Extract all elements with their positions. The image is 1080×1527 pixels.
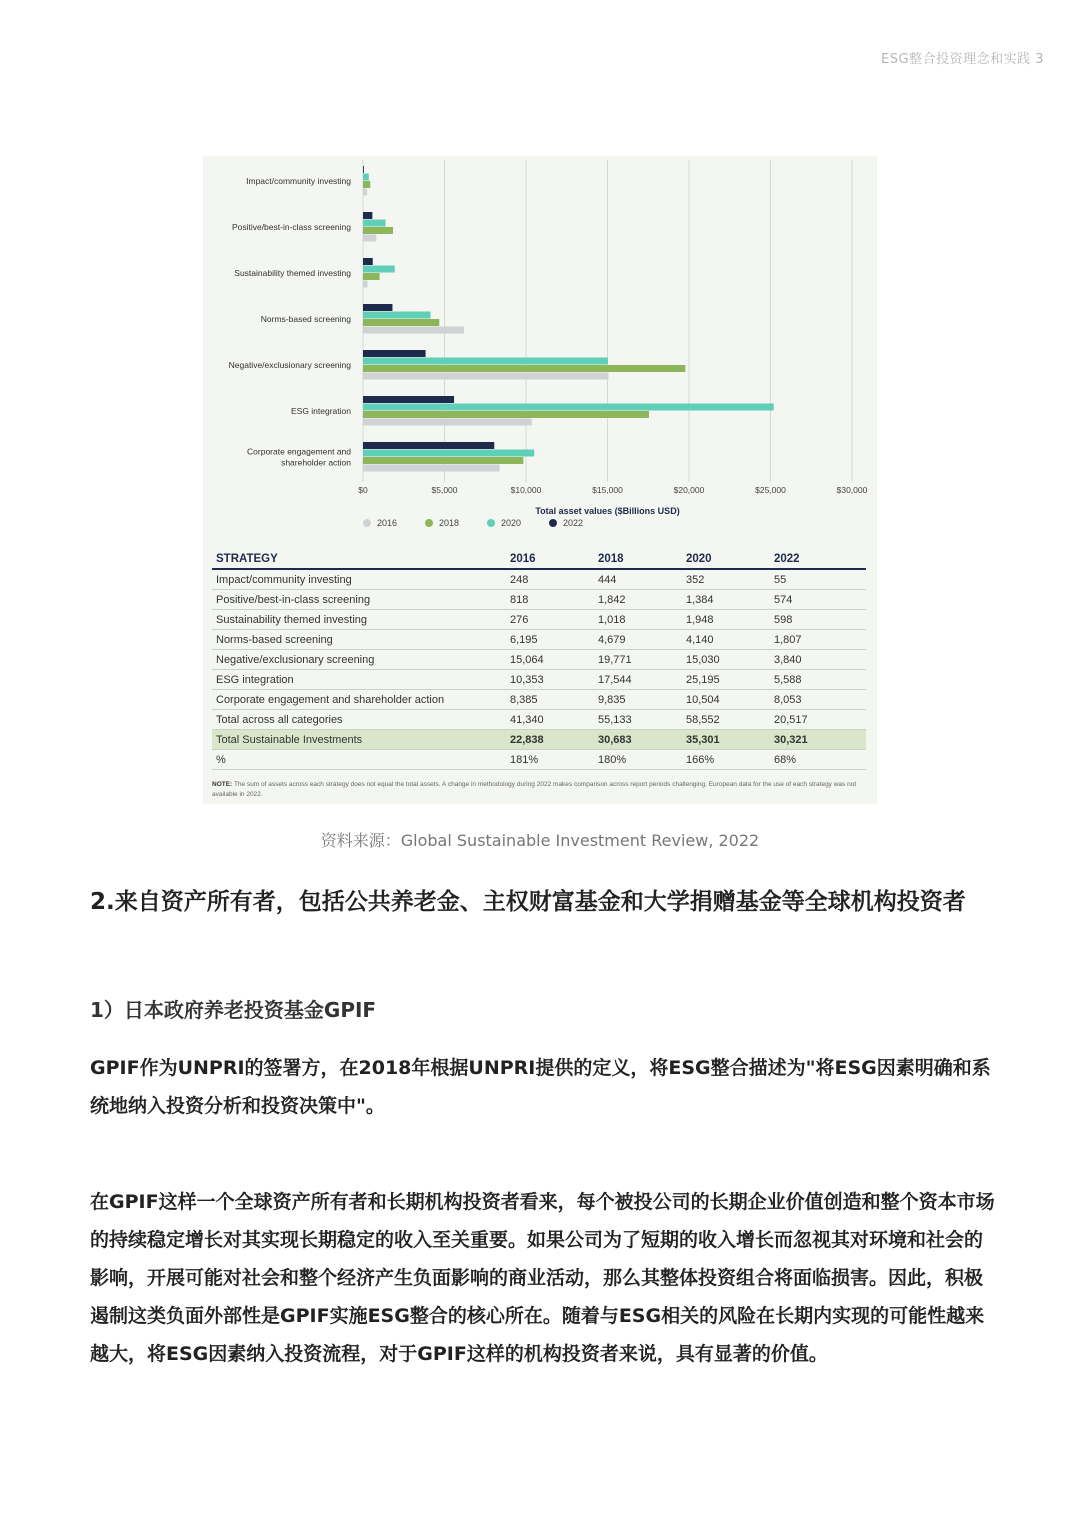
table-cell-value: 8,385 — [506, 690, 594, 710]
table-cell-value: 22,838 — [506, 730, 594, 750]
x-tick-label: $10,000 — [510, 485, 542, 495]
legend-label: 2016 — [377, 518, 398, 528]
paragraph-1: GPIF作为UNPRI的签署方，在2018年根据UNPRI提供的定义，将ESG整合描述为"将ESG因素明确和系统地纳入投资分析和投资决策中"。 — [90, 1057, 991, 1117]
table-row — [212, 650, 866, 670]
table-cell-value: 3,840 — [770, 650, 866, 670]
table-cell-value: 1,018 — [594, 610, 682, 630]
bar-2018 — [363, 319, 439, 326]
figure-source: 资料来源：Global Sustainable Investment Review, 2022 — [320, 831, 760, 850]
table-cell-value: 1,807 — [770, 630, 866, 650]
bar-2022 — [363, 442, 494, 449]
table-cell-value: 248 — [506, 569, 594, 590]
category-label: ESG integration — [290, 406, 351, 416]
bar-chart — [203, 156, 877, 516]
table-cell-value: 180% — [594, 750, 682, 770]
section-heading: 2.来自资产所有者，包括公共养老金、主权财富基金和大学捐赠基金等全球机构投资者 — [90, 889, 966, 915]
table-cell-value: 17,544 — [594, 670, 682, 690]
category-label: shareholder action — [281, 457, 351, 468]
bar-2016 — [363, 235, 376, 242]
table-cell-value: 10,353 — [506, 670, 594, 690]
bar-2020 — [363, 312, 430, 319]
table-cell-value: 444 — [594, 569, 682, 590]
bar-2022 — [363, 304, 392, 311]
table-row — [212, 630, 866, 650]
table-header-2020: 2020 — [682, 549, 770, 569]
bar-2020 — [363, 404, 774, 411]
category-label: Impact/community investing — [246, 176, 351, 186]
x-axis-title: Total asset values ($Billions USD) — [535, 506, 680, 516]
bar-2018 — [363, 227, 393, 234]
category-label: Positive/best-in-class screening — [231, 222, 351, 232]
bar-2022 — [363, 212, 372, 219]
note-label: NOTE: — [212, 781, 233, 788]
note-text: The sum of assets across each strategy does not equal the total assets. A change in methodology during 2022 makes comparison across report periods challenging. European data for the use of each strategy was not available in 2022. — [212, 781, 857, 798]
table-cell-value: 20,517 — [770, 710, 866, 730]
table-cell-value: 58,552 — [682, 710, 770, 730]
x-tick-label: $5,000 — [431, 485, 458, 495]
table-cell-value: 25,195 — [682, 670, 770, 690]
bar-2020 — [363, 266, 395, 273]
bar-2016 — [363, 419, 532, 426]
table-cell-value: 276 — [506, 610, 594, 630]
bar-2018 — [363, 457, 523, 464]
subsection-heading: 1）日本政府养老投资基金GPIF — [90, 998, 377, 1022]
table-header-row — [212, 549, 866, 569]
bar-2016 — [363, 327, 464, 334]
bar-2016 — [363, 281, 367, 288]
table-cell-value: 15,064 — [506, 650, 594, 670]
table-cell-value: 68% — [770, 750, 866, 770]
category-label: Negative/exclusionary screening — [228, 360, 351, 370]
chart-legend — [203, 518, 877, 538]
bar-2022 — [363, 396, 454, 403]
bar-2016 — [363, 189, 367, 196]
table-cell-value: 5,588 — [770, 670, 866, 690]
legend-item — [425, 518, 459, 528]
table-cell-value: 55,133 — [594, 710, 682, 730]
table-row — [212, 730, 866, 750]
legend-item — [487, 518, 521, 528]
table-cell-value: 30,321 — [770, 730, 866, 750]
x-tick-label: $0 — [358, 485, 368, 495]
table-cell-strategy: Sustainability themed investing — [212, 610, 506, 630]
table-row — [212, 590, 866, 610]
legend-item — [549, 518, 583, 528]
bar-2020 — [363, 174, 369, 181]
bar-2018 — [363, 365, 685, 372]
x-tick-label: $15,000 — [592, 485, 623, 495]
legend-label: 2020 — [501, 518, 522, 528]
table-cell-value: 818 — [506, 590, 594, 610]
table-cell-value: 4,140 — [682, 630, 770, 650]
legend-swatch — [425, 519, 433, 527]
category-label: Corporate engagement and — [247, 446, 351, 457]
table-cell-strategy: Positive/best-in-class screening — [212, 590, 506, 610]
table-cell-value: 1,384 — [682, 590, 770, 610]
table-row — [212, 710, 866, 730]
table-cell-value: 1,842 — [594, 590, 682, 610]
table-header-2022: 2022 — [770, 549, 866, 569]
running-header: ESG整合投资理念和实践 3 — [881, 52, 1044, 67]
bar-2022 — [363, 166, 364, 173]
paragraph-2: 在GPIF这样一个全球资产所有者和长期机构投资者看来，每个被投公司的长期企业价值创造和整个资本市场的持续稳定增长对其实现长期稳定的收入至关重要。如果公司为了短期的收入增长而忽视其对环境和社会的影响，开展可能对社会和整个经济产生负面影响的商业活动，那么其整体投资组合将面临损害。因此，积极遏制这类负面外部性是GPIF实施ESG整合的核心所在。随着与ESG相关的风险在长期内实现的可能性越来越大，将ESG因素纳入投资流程，对于GPIF这样的机构投资者来说，具有显著的价值。 — [90, 1191, 995, 1365]
bar-2022 — [363, 258, 373, 265]
x-tick-label: $25,000 — [755, 485, 786, 495]
bar-2022 — [363, 350, 426, 357]
bar-2016 — [363, 465, 500, 472]
table-cell-value: 35,301 — [682, 730, 770, 750]
chart-figure — [203, 156, 877, 804]
table-cell-strategy: Impact/community investing — [212, 569, 506, 590]
table-cell-value: 166% — [682, 750, 770, 770]
table-cell-strategy: Norms-based screening — [212, 630, 506, 650]
table-note — [212, 780, 866, 800]
table-cell-value: 4,679 — [594, 630, 682, 650]
table-cell-value: 8,053 — [770, 690, 866, 710]
table-row — [212, 690, 866, 710]
legend-label: 2022 — [563, 518, 584, 528]
table-cell-value: 19,771 — [594, 650, 682, 670]
category-label: Norms-based screening — [260, 314, 351, 324]
table-cell-value: 9,835 — [594, 690, 682, 710]
x-tick-label: $20,000 — [673, 485, 705, 495]
table-cell-strategy: Negative/exclusionary screening — [212, 650, 506, 670]
table-header-strategy: STRATEGY — [212, 549, 506, 569]
legend-item — [363, 518, 397, 528]
bar-2018 — [363, 273, 380, 280]
legend-swatch — [487, 519, 495, 527]
x-tick-label: $30,000 — [836, 485, 868, 495]
table-row — [212, 610, 866, 630]
bar-2018 — [363, 181, 370, 188]
table-cell-value: 10,504 — [682, 690, 770, 710]
table-header-2018: 2018 — [594, 549, 682, 569]
table-cell-value: 574 — [770, 590, 866, 610]
bar-2020 — [363, 450, 534, 457]
table-cell-strategy: ESG integration — [212, 670, 506, 690]
table-cell-strategy: Total across all categories — [212, 710, 506, 730]
bar-2016 — [363, 373, 609, 380]
legend-label: 2018 — [439, 518, 460, 528]
legend-swatch — [363, 519, 371, 527]
table-row — [212, 750, 866, 770]
legend-swatch — [549, 519, 557, 527]
table-cell-strategy: Total Sustainable Investments — [212, 730, 506, 750]
strategy-table — [212, 549, 866, 770]
table-cell-value: 181% — [506, 750, 594, 770]
table-cell-value: 41,340 — [506, 710, 594, 730]
bar-2020 — [363, 358, 608, 365]
table-cell-strategy: % — [212, 750, 506, 770]
table-cell-value: 30,683 — [594, 730, 682, 750]
table-cell-value: 352 — [682, 569, 770, 590]
table-cell-value: 55 — [770, 569, 866, 590]
bar-2020 — [363, 220, 386, 227]
table-header-2016: 2016 — [506, 549, 594, 569]
table-cell-value: 598 — [770, 610, 866, 630]
bar-2018 — [363, 411, 649, 418]
table-cell-value: 15,030 — [682, 650, 770, 670]
table-cell-value: 1,948 — [682, 610, 770, 630]
table-cell-value: 6,195 — [506, 630, 594, 650]
table-row — [212, 670, 866, 690]
table-cell-strategy: Corporate engagement and shareholder action — [212, 690, 506, 710]
category-label: Sustainability themed investing — [234, 268, 351, 278]
table-row — [212, 569, 866, 590]
